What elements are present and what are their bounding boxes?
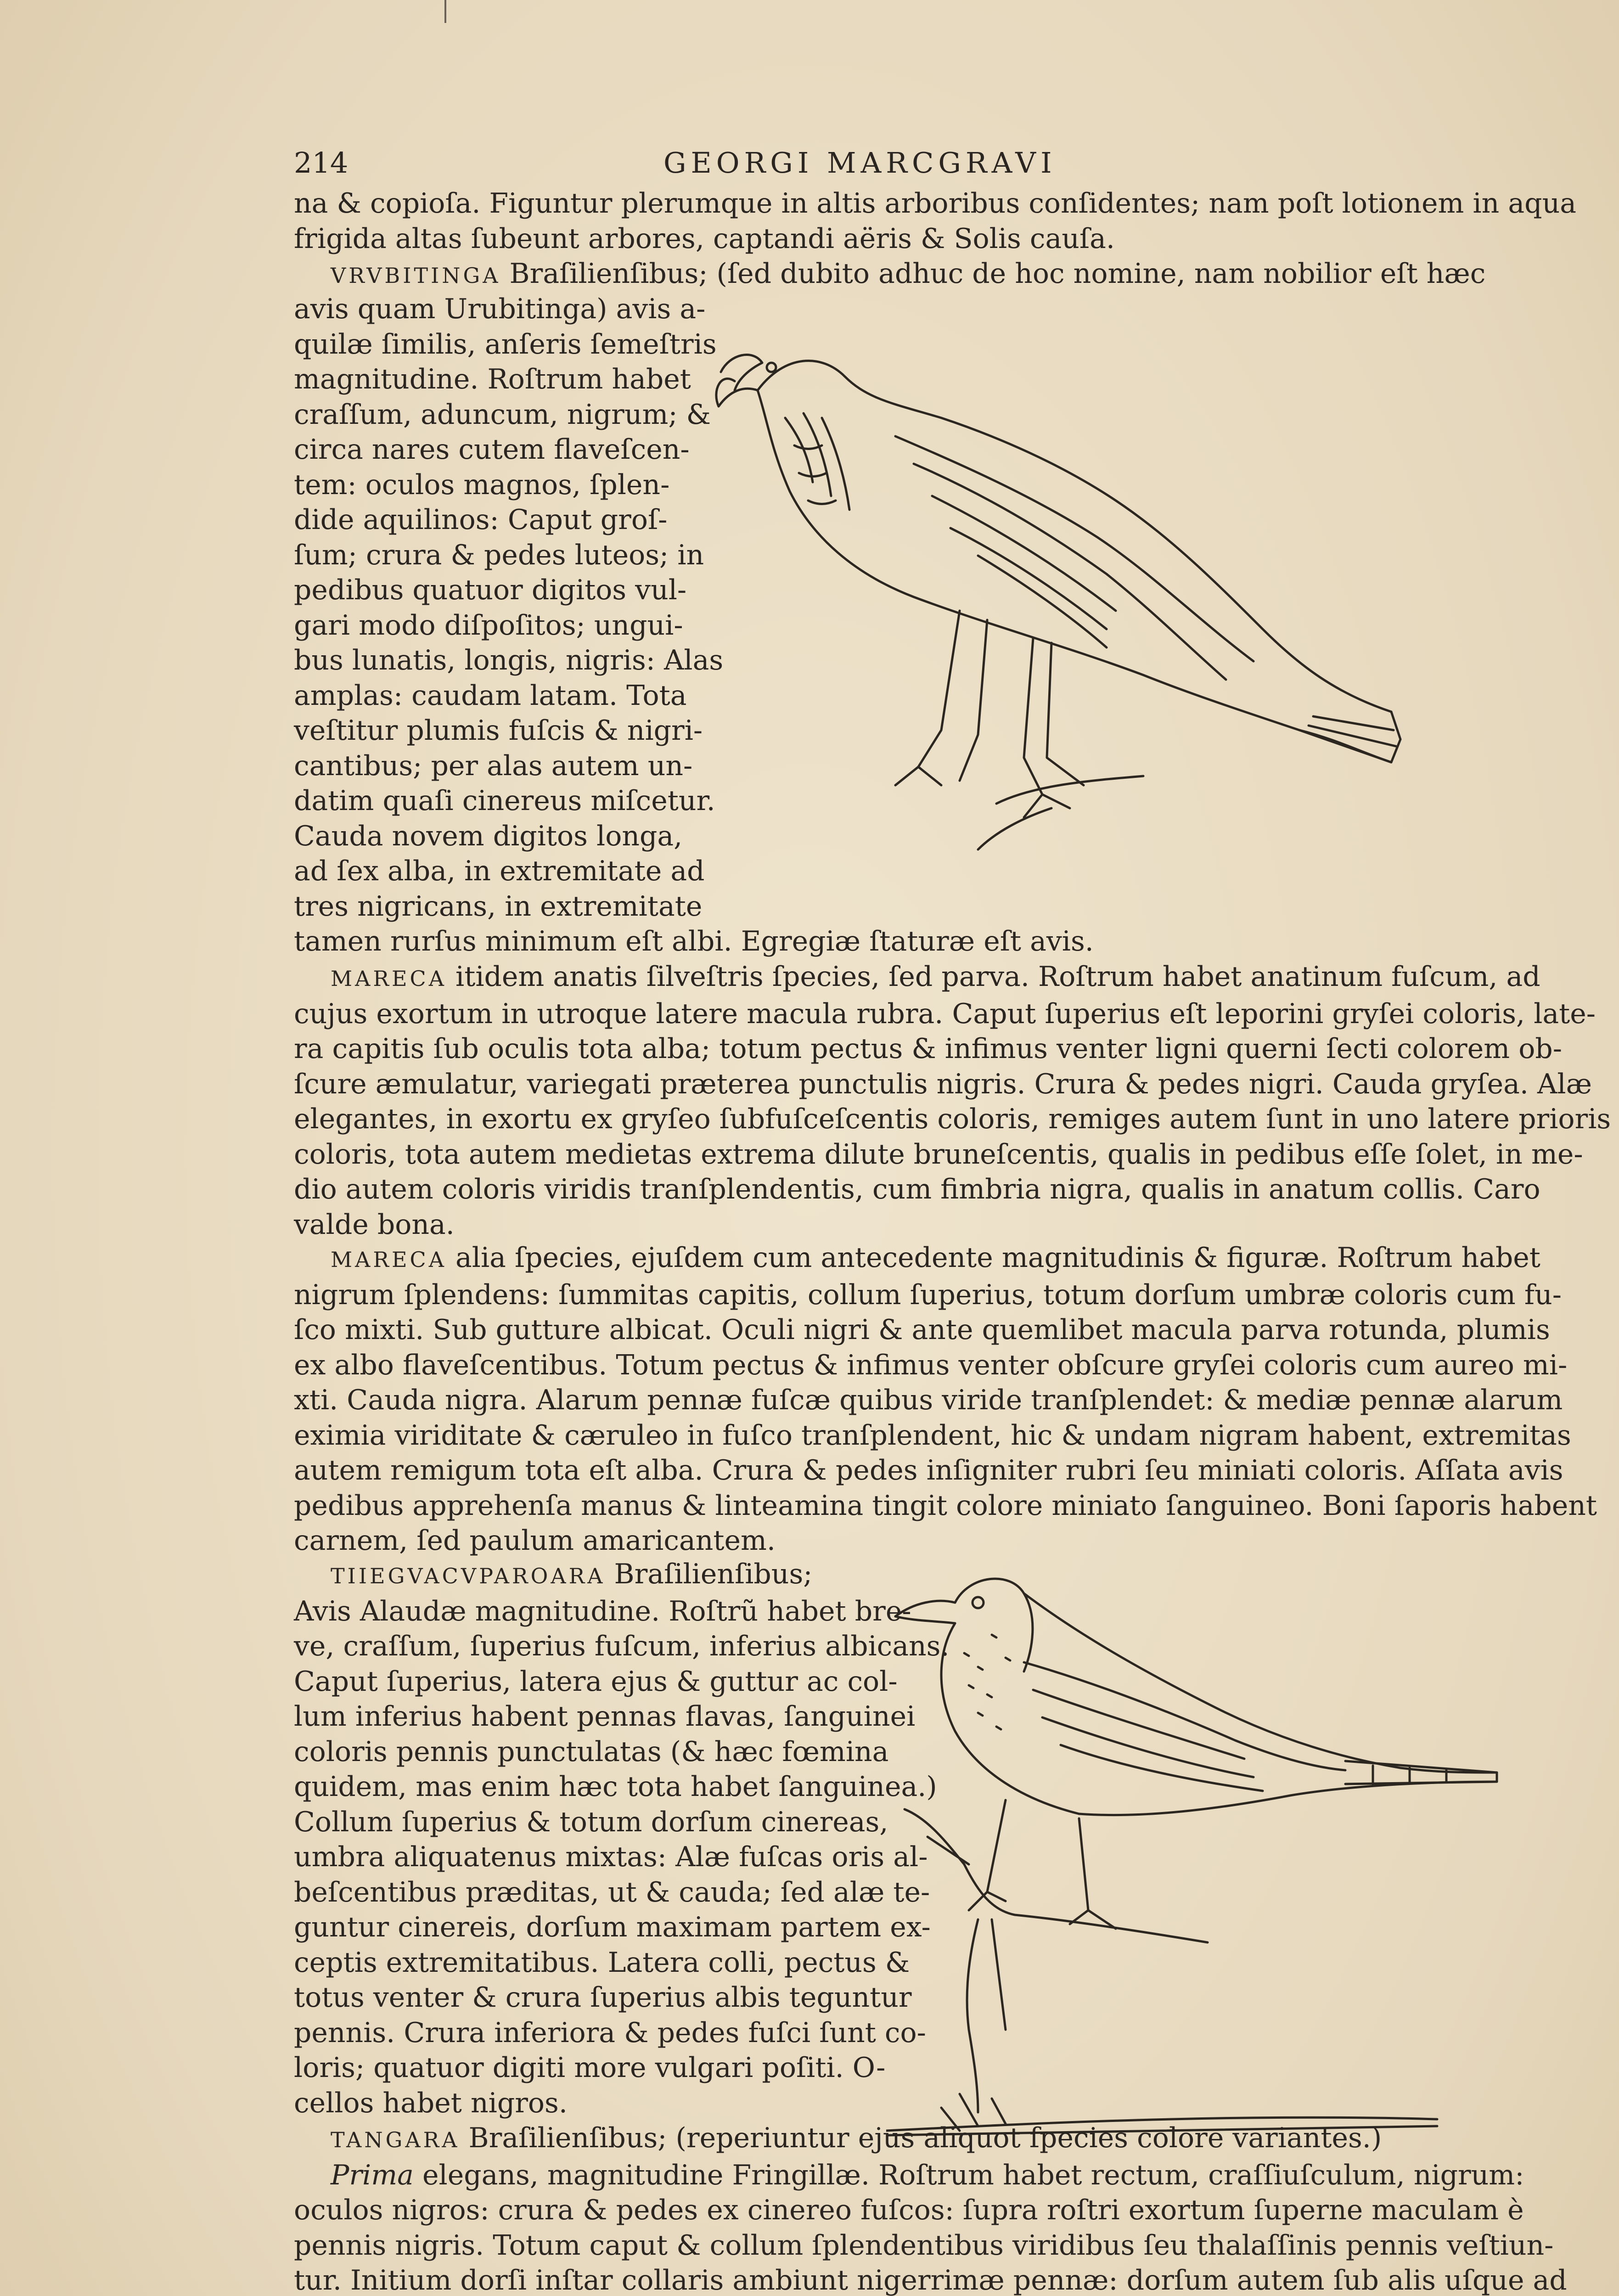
text-line: ex albo flaveſcentibus. Totum pectus & infimus venter obſcure gryſei coloris cum aureo mi-	[294, 1349, 1568, 1381]
text-line: pennis. Crura inferiora & pedes fuſci ſunt co-	[294, 2016, 926, 2049]
text-line: Cauda novem digitos longa,	[294, 820, 683, 852]
urubitinga-last-line	[294, 924, 1513, 959]
text-line: Avis Alaudæ magnitudine. Roſtrũ habet bre-	[294, 1595, 911, 1627]
urubitinga-narrow-column	[294, 292, 724, 924]
text-line: datim quaſi cinereus miſcetur.	[294, 785, 715, 817]
text-line: VRVBITINGA Braſilienſibus; (ſed dubito adhuc de hoc nomine, nam nobilior eſt hæc	[294, 256, 1513, 293]
text-line: amplas: caudam latam. Tota	[294, 679, 687, 712]
text-line: valde bona.	[294, 1208, 455, 1241]
text-line: nigrum ſplendens: ſummitas capitis, collum ſuperius, totum dorſum umbræ coloris cum fu-	[294, 1278, 1562, 1311]
text-line: totus venter & crura ſuperius albis teguntur	[294, 1981, 912, 2014]
text-line: loris; quatuor digiti more vulgari poſiti. O-	[294, 2052, 886, 2084]
tiiegu-section	[294, 1557, 950, 2121]
page-number: 214	[294, 146, 349, 180]
text-line: magnitudine. Roſtrum habet	[294, 363, 691, 395]
text-line: avis quam Urubitinga) avis a-	[294, 293, 706, 325]
text-line: ad ſex alba, in extremitate ad	[294, 855, 705, 887]
binding-mark	[444, 0, 446, 23]
text-line: ſco mixti. Sub gutture albicat. Oculi nigri & ante quemlibet macula parva rotunda, plumis	[294, 1314, 1550, 1346]
text-line: MARECA itidem anatis ſilveſtris ſpecies, ſed parva. Roſtrum habet anatinum fuſcum, ad	[294, 959, 1513, 996]
tiiegu-woodcut-illustration	[886, 1543, 1511, 2158]
text-line: coloris pennis punctulatas (& hæc fœmina	[294, 1735, 889, 1768]
text-line: dio autem coloris viridis tranſplendentis, cum fimbria nigra, qualis in anatum collis. Caro	[294, 1173, 1540, 1205]
text-line: pedibus apprehenſa manus & linteamina tingit colore miniato ſanguineo. Boni ſaporis habent	[294, 1489, 1597, 1522]
text-line: craſſum, aduncum, nigrum; &	[294, 398, 711, 431]
text-line: tamen rurſus minimum eſt albi. Egregiæ ſtaturæ eſt avis.	[294, 925, 1094, 957]
text-line: beſcentibus præditas, ut & cauda; ſed alæ te-	[294, 1876, 930, 1908]
text-line: quilæ ſimilis, anſeris ſemeſtris	[294, 328, 717, 360]
text-line: MARECA alia ſpecies, ejuſdem cum antecedente magnitudinis & figuræ. Roſtrum habet	[294, 1240, 1513, 1277]
text-line: carnem, ſed paulum amaricantem.	[294, 1525, 776, 1557]
text-line: tem: oculos magnos, ſplen-	[294, 468, 670, 501]
text-line: dide aquilinos: Caput groſ-	[294, 504, 668, 536]
text-line: tur. Initium dorſi inſtar collaris ambiunt nigerrimæ pennæ: dorſum autem ſub alis uſque ad	[294, 2264, 1567, 2296]
text-line: xti. Cauda nigra. Alarum pennæ fuſcæ quibus viride tranſplendet: & mediæ pennæ alarum	[294, 1384, 1563, 1416]
text-line: guntur cinereis, dorſum maximam partem ex-	[294, 1911, 931, 1943]
text-line: TANGARA Braſilienſibus; (reperiuntur ejus aliquot ſpecies colore variantes.)	[294, 2121, 1513, 2158]
section-heading-tangara: TANGARA	[331, 2127, 460, 2152]
text-line: eximia viriditate & cæruleo in fuſco tranſplendent, hic & undam nigram habent, extremitas	[294, 1419, 1571, 1452]
text-line: pedibus quatuor digitos vul-	[294, 574, 687, 606]
text-line: veſtitur plumis fuſcis & nigri-	[294, 715, 703, 747]
text-line: cujus exortum in utroque latere macula rubra. Caput ſuperius eſt leporini gryſei coloris, late-	[294, 997, 1596, 1030]
text-line: autem remigum tota eſt alba. Crura & pedes inſigniter rubri ſeu miniati coloris. Aſſata avis	[294, 1454, 1563, 1486]
text-line: ve, craſſum, ſuperius fuſcum, inferius albicans.	[294, 1630, 950, 1662]
urubitinga-woodcut-illustration	[703, 298, 1419, 909]
urubitinga-top-lines	[294, 186, 1576, 293]
text-line: frigida altas ſubeunt arbores, captandi aëris & Solis cauſa.	[294, 222, 1115, 255]
text-line: lum inferius habent pennas flavas, ſanguinei	[294, 1700, 916, 1733]
text-line: elegantes, in exortu ex gryſeo ſubfuſceſcentis coloris, remiges autem ſunt in uno latere prioris	[294, 1103, 1611, 1135]
text-line: gari modo diſpoſitos; ungui-	[294, 609, 683, 642]
text-line: circa nares cutem flaveſcen-	[294, 433, 690, 466]
text-line: cellos habet nigros.	[294, 2087, 568, 2119]
section-heading-mareca: MARECA	[331, 966, 447, 991]
text-line: coloris, tota autem medietas extrema dilute bruneſcentis, qualis in pedibus eſſe ſolet, in me-	[294, 1138, 1583, 1171]
running-head-title: GEORGI MARCGRAVI	[663, 146, 1057, 180]
running-head	[294, 146, 1557, 183]
text-line: ſum; crura & pedes luteos; in	[294, 539, 704, 571]
text-line: TIIEGVACVPAROARA Braſilienſibus;	[294, 1557, 895, 1594]
text-line: cantibus; per alas autem un-	[294, 749, 693, 782]
text-line: Collum ſuperius & totum dorſum cinereas,	[294, 1806, 888, 1838]
section-heading-urubitinga: VRVBITINGA	[331, 263, 501, 288]
text-line: ceptis extremitatibus. Latera colli, pectus &	[294, 1946, 910, 1979]
prima-label: Prima	[331, 2159, 414, 2191]
text-line: tres nigricans, in extremitate	[294, 890, 703, 923]
text-line: umbra aliquatenus mixtas: Alæ fuſcas oris al-	[294, 1841, 928, 1873]
text-line: na & copioſa. Figuntur plerumque in altis arboribus conſidentes; nam poſt lotionem in aqua	[294, 187, 1576, 219]
text-line: Caput ſuperius, latera ejus & guttur ac col-	[294, 1665, 898, 1698]
section-heading-mareca-2: MARECA	[331, 1247, 447, 1272]
text-line: bus lunatis, longis, nigris: Alas	[294, 644, 724, 676]
text-line: ſcure æmulatur, variegati præterea punctulis nigris. Crura & pedes nigri. Cauda gryſea. Alæ	[294, 1068, 1592, 1100]
mareca-section-1	[294, 959, 1611, 1242]
tangara-section	[294, 2121, 1567, 2296]
mareca-section-2	[294, 1240, 1597, 1559]
text-line: ra capitis ſub oculis tota alba; totum pectus & infimus venter ligni querni ſecti colorem ob-	[294, 1033, 1562, 1065]
section-heading-tiiegu: TIIEGVACVPAROARA	[331, 1564, 606, 1588]
text-line: Prima elegans, magnitudine Fringillæ. Roſtrum habet rectum, craſſiuſculum, nigrum:	[294, 2158, 1513, 2193]
text-line: pennis nigris. Totum caput & collum ſplendentibus viridibus ſeu thalaſſinis pennis veſtiun-	[294, 2229, 1554, 2262]
text-line: quidem, mas enim hæc tota habet ſanguinea.)	[294, 1771, 937, 1803]
text-line: oculos nigros: crura & pedes ex cinereo fuſcos: ſupra roſtri exortum ſuperne maculam è	[294, 2194, 1524, 2226]
